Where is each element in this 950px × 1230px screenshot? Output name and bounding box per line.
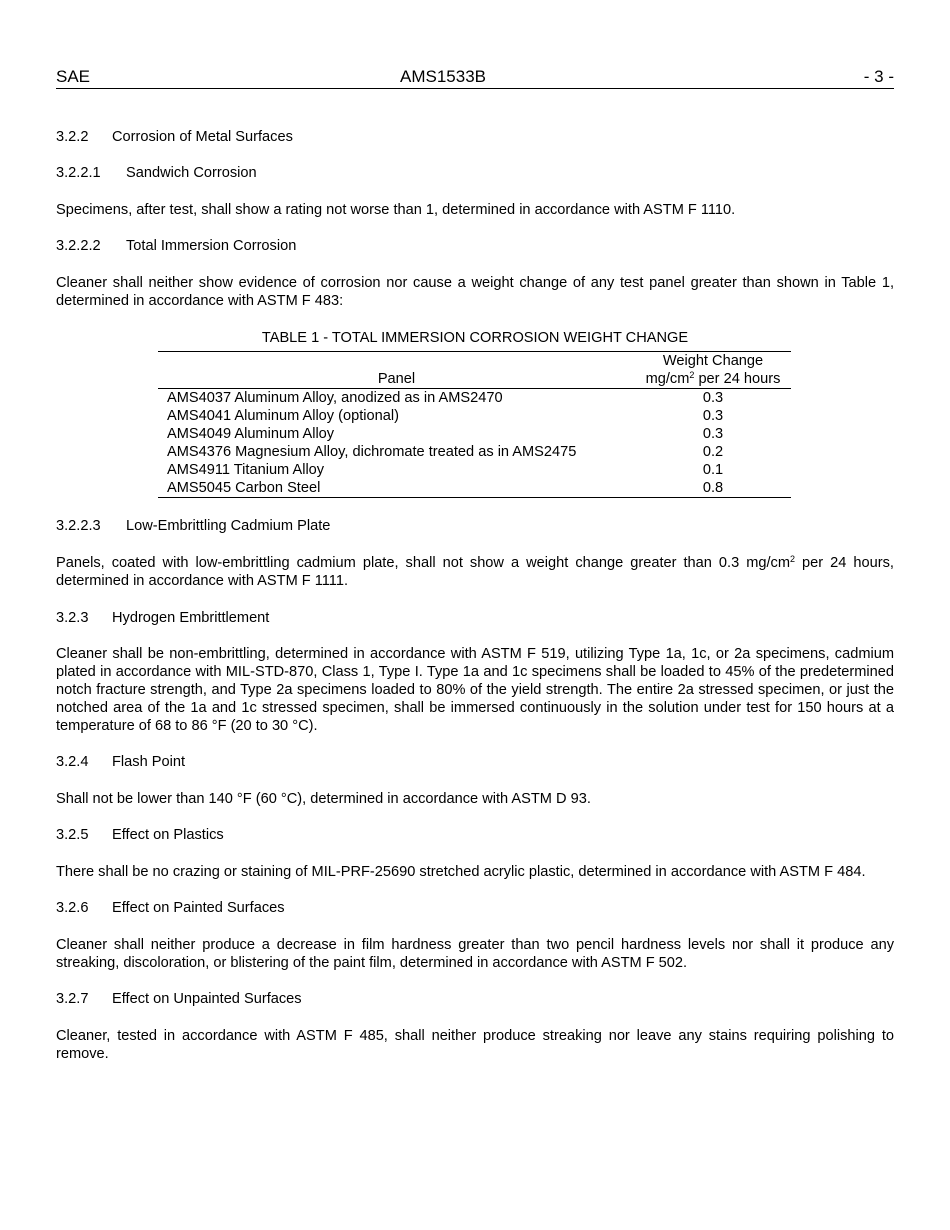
section-heading-3-2-2-3 [56, 517, 894, 535]
weight-header-superscript: 2 [689, 370, 695, 380]
paragraph-sandwich-corrosion: Specimens, after test, shall show a rating not worse than 1, determined in accordance with ASTM F 1110. [56, 202, 736, 218]
weight-header-tail: per 24 hours [694, 371, 781, 387]
paragraph-painted-surfaces: Cleaner shall neither produce a decrease in film hardness greater than two pencil hardness levels nor shall it produce any streaking, discoloration, or blistering of the paint film, determined in accordance with ASTM F 502. [56, 937, 894, 971]
header-org: SAE [56, 67, 91, 86]
section-title: Effect on Unpainted Surfaces [112, 991, 302, 1007]
section-number: 3.2.2.3 [56, 518, 101, 534]
panel-cell: AMS4049 Aluminum Alloy [167, 426, 335, 442]
section-number: 3.2.4 [56, 754, 89, 770]
section-number: 3.2.7 [56, 991, 89, 1007]
header-doc-number: AMS1533B [400, 67, 486, 86]
section-number: 3.2.2.2 [56, 238, 101, 254]
section-heading-3-2-3 [56, 609, 894, 627]
weight-value-cell: 0.3 [702, 390, 724, 406]
weight-change-table [158, 351, 791, 498]
paragraph-effect-on-plastics: There shall be no crazing or staining of MIL-PRF-25690 stretched acrylic plastic, determined in accordance with ASTM F 484. [56, 864, 866, 880]
section-heading-3-2-7 [56, 990, 894, 1008]
weight-header-unit: mg/cm [645, 371, 690, 387]
panel-cell: AMS4041 Aluminum Alloy (optional) [167, 408, 399, 424]
section-heading-3-2-6 [56, 899, 894, 917]
section-heading-3-2-2 [56, 128, 894, 146]
section-title: Hydrogen Embrittlement [112, 610, 270, 626]
page-header [56, 67, 894, 89]
paragraph-total-immersion: Cleaner shall neither show evidence of corrosion nor cause a weight change of any test panel greater than shown in Table 1, determined in accordance with ASTM F 483: [56, 275, 894, 309]
section-heading-3-2-2-1 [56, 164, 894, 182]
superscript: 2 [790, 554, 796, 564]
header-page-number: - 3 - [863, 67, 894, 86]
paragraph-text: Panels, coated with low-embrittling cadmium plate, shall not show a weight change greater than 0.3 mg/cm [56, 555, 791, 571]
weight-value-cell: 0.8 [702, 480, 724, 496]
table-row [158, 461, 791, 479]
weight-value-cell: 0.2 [702, 444, 724, 460]
table-row [158, 479, 791, 498]
section-title: Low-Embrittling Cadmium Plate [126, 518, 331, 534]
table-header-row [158, 352, 791, 389]
table-row [158, 425, 791, 443]
paragraph-text: per 24 hours, determined in accordance with ASTM F 1111. [56, 555, 894, 589]
column-header-panel: Panel [377, 371, 416, 387]
section-title: Flash Point [112, 754, 186, 770]
section-number: 3.2.5 [56, 827, 89, 843]
panel-cell: AMS4376 Magnesium Alloy, dichromate treated as in AMS2475 [167, 444, 577, 460]
column-header-weight-change [635, 352, 791, 389]
section-title: Effect on Painted Surfaces [112, 900, 285, 916]
weight-value-cell: 0.1 [702, 462, 724, 478]
section-number: 3.2.6 [56, 900, 89, 916]
panel-cell: AMS4037 Aluminum Alloy, anodized as in AMS2470 [167, 390, 503, 406]
table-row [158, 389, 791, 408]
paragraph-cadmium-plate [56, 554, 894, 590]
table-1-block [56, 329, 894, 506]
weight-header-line1: Weight Change [662, 353, 764, 369]
table-title: TABLE 1 - TOTAL IMMERSION CORROSION WEIGHT CHANGE [261, 330, 689, 346]
panel-cell: AMS5045 Carbon Steel [167, 480, 321, 496]
section-heading-3-2-2-2 [56, 237, 894, 255]
section-heading-3-2-5 [56, 826, 894, 844]
table-row [158, 407, 791, 425]
weight-value-cell: 0.3 [702, 408, 724, 424]
table-row [158, 443, 791, 461]
section-number: 3.2.2.1 [56, 165, 101, 181]
section-heading-3-2-4 [56, 753, 894, 771]
section-number: 3.2.2 [56, 129, 89, 145]
section-title: Corrosion of Metal Surfaces [112, 129, 293, 145]
section-title: Total Immersion Corrosion [126, 238, 297, 254]
page-body [56, 128, 894, 1063]
weight-value-cell: 0.3 [702, 426, 724, 442]
paragraph-hydrogen-embrittlement: Cleaner shall be non-embrittling, determined in accordance with ASTM F 519, utilizing Type 1a, 1c, or 2a specimens, cadmium plated in accordance with MIL-STD-870, Class 1, Type I. Type 1a and 1c specimens shall be loaded to 45% of the predetermined notch fracture strength, and Type 2a specimens loaded to 80% of the yield strength. The entire 2a stressed specimen, or just the notched area of the 1a and 1c stressed specimen, shall be immersed continuously in the solution under test for 150 hours at a temperature of 68 to 86 °F (20 to 30 °C). [56, 646, 894, 734]
paragraph-flash-point: Shall not be lower than 140 °F (60 °C), determined in accordance with ASTM D 93. [56, 791, 591, 807]
section-title: Effect on Plastics [112, 827, 224, 843]
section-number: 3.2.3 [56, 610, 89, 626]
panel-cell: AMS4911 Titanium Alloy [167, 462, 325, 478]
paragraph-unpainted-surfaces: Cleaner, tested in accordance with ASTM F 485, shall neither produce streaking nor leave any stains requiring polishing to remove. [56, 1028, 894, 1062]
section-title: Sandwich Corrosion [126, 165, 257, 181]
